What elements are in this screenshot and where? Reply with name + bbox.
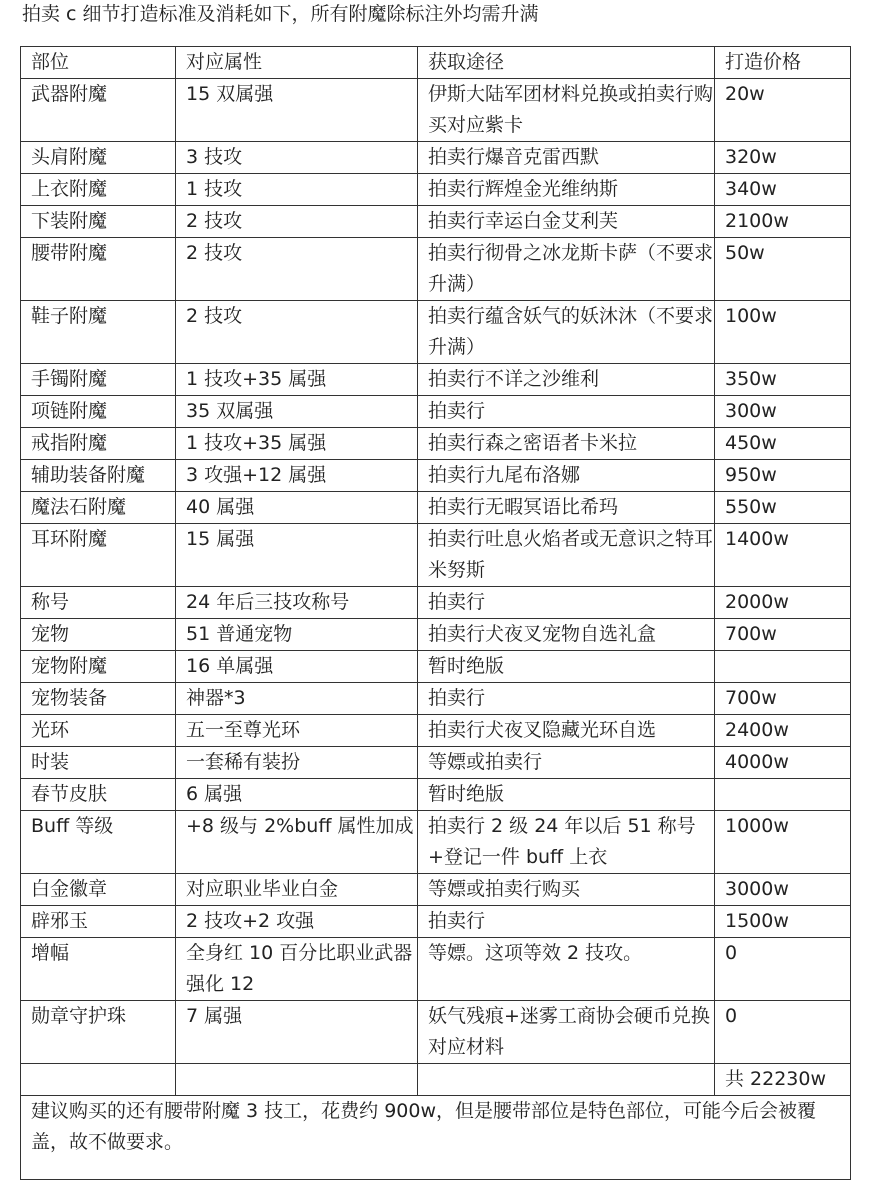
price-cell: 50w xyxy=(715,238,851,301)
price-cell: 700w xyxy=(715,683,851,715)
attribute-cell: 7 属强 xyxy=(176,1001,418,1064)
source-cell: 拍卖行无暇冥语比希玛 xyxy=(418,492,715,524)
attribute-cell: 1 技攻+35 属强 xyxy=(176,364,418,396)
slot-cell: 手镯附魔 xyxy=(21,364,176,396)
slot-cell: 宠物附魔 xyxy=(21,651,176,683)
slot-cell: 宠物 xyxy=(21,619,176,651)
table-row xyxy=(21,396,851,428)
source-cell: 妖气残痕+迷雾工商协会硬币兑换对应材料 xyxy=(418,1001,715,1064)
source-cell: 拍卖行九尾布洛娜 xyxy=(418,460,715,492)
price-cell: 450w xyxy=(715,428,851,460)
slot-cell: 腰带附魔 xyxy=(21,238,176,301)
total-price-cell: 共 22230w xyxy=(715,1064,851,1096)
source-cell: 拍卖行蕴含妖气的妖沐沐（不要求升满） xyxy=(418,301,715,364)
price-cell: 0 xyxy=(715,938,851,1001)
attribute-cell: 2 技攻 xyxy=(176,238,418,301)
price-cell: 2400w xyxy=(715,715,851,747)
slot-cell: 增幅 xyxy=(21,938,176,1001)
attribute-cell: 神器*3 xyxy=(176,683,418,715)
attribute-cell: 24 年后三技攻称号 xyxy=(176,587,418,619)
attribute-cell: 1 技攻+35 属强 xyxy=(176,428,418,460)
price-cell: 2100w xyxy=(715,206,851,238)
empty-cell xyxy=(21,1064,176,1096)
source-cell: 等嫖。这项等效 2 技攻。 xyxy=(418,938,715,1001)
table-row xyxy=(21,938,851,1001)
slot-cell: 头肩附魔 xyxy=(21,142,176,174)
attribute-cell: 15 双属强 xyxy=(176,79,418,142)
table-row xyxy=(21,174,851,206)
note-cell: 建议购买的还有腰带附魔 3 技工，花费约 900w，但是腰带部位是特色部位，可能今后会被覆盖，故不做要求。 xyxy=(21,1096,851,1180)
attribute-cell: 6 属强 xyxy=(176,779,418,811)
empty-cell xyxy=(418,1064,715,1096)
table-row xyxy=(21,301,851,364)
source-cell: 暂时绝版 xyxy=(418,651,715,683)
attribute-cell: 2 技攻 xyxy=(176,206,418,238)
price-cell: 700w xyxy=(715,619,851,651)
slot-cell: 春节皮肤 xyxy=(21,779,176,811)
source-cell: 拍卖行幸运白金艾利芙 xyxy=(418,206,715,238)
source-cell: 拍卖行 xyxy=(418,906,715,938)
attribute-cell: 16 单属强 xyxy=(176,651,418,683)
price-cell: 950w xyxy=(715,460,851,492)
slot-cell: 称号 xyxy=(21,587,176,619)
slot-cell: 上衣附魔 xyxy=(21,174,176,206)
table-row xyxy=(21,651,851,683)
source-cell: 拍卖行彻骨之冰龙斯卡萨（不要求升满） xyxy=(418,238,715,301)
price-cell: 100w xyxy=(715,301,851,364)
forge-table xyxy=(20,46,851,1180)
price-cell: 4000w xyxy=(715,747,851,779)
slot-cell: 魔法石附魔 xyxy=(21,492,176,524)
attribute-cell: 1 技攻 xyxy=(176,174,418,206)
attribute-cell: +8 级与 2%buff 属性加成 xyxy=(176,811,418,874)
column-header-slot: 部位 xyxy=(21,47,176,79)
price-cell: 0 xyxy=(715,1001,851,1064)
total-row xyxy=(21,1064,851,1096)
slot-cell: Buff 等级 xyxy=(21,811,176,874)
table-row xyxy=(21,238,851,301)
slot-cell: 光环 xyxy=(21,715,176,747)
table-row xyxy=(21,587,851,619)
attribute-cell: 35 双属强 xyxy=(176,396,418,428)
slot-cell: 下装附魔 xyxy=(21,206,176,238)
attribute-cell: 2 技攻+2 攻强 xyxy=(176,906,418,938)
table-row xyxy=(21,524,851,587)
slot-cell: 白金徽章 xyxy=(21,874,176,906)
slot-cell: 耳环附魔 xyxy=(21,524,176,587)
table-row xyxy=(21,460,851,492)
table-row xyxy=(21,79,851,142)
price-cell xyxy=(715,779,851,811)
source-cell: 拍卖行 xyxy=(418,683,715,715)
table-row xyxy=(21,142,851,174)
slot-cell: 宠物装备 xyxy=(21,683,176,715)
slot-cell: 武器附魔 xyxy=(21,79,176,142)
column-header-attribute: 对应属性 xyxy=(176,47,418,79)
source-cell: 等嫖或拍卖行 xyxy=(418,747,715,779)
slot-cell: 项链附魔 xyxy=(21,396,176,428)
source-cell: 等嫖或拍卖行购买 xyxy=(418,874,715,906)
price-cell xyxy=(715,651,851,683)
slot-cell: 鞋子附魔 xyxy=(21,301,176,364)
price-cell: 1400w xyxy=(715,524,851,587)
attribute-cell: 对应职业毕业白金 xyxy=(176,874,418,906)
attribute-cell: 15 属强 xyxy=(176,524,418,587)
table-row xyxy=(21,874,851,906)
source-cell: 拍卖行 xyxy=(418,587,715,619)
table-row xyxy=(21,683,851,715)
slot-cell: 时装 xyxy=(21,747,176,779)
attribute-cell: 全身红 10 百分比职业武器强化 12 xyxy=(176,938,418,1001)
price-cell: 20w xyxy=(715,79,851,142)
table-row xyxy=(21,779,851,811)
empty-cell xyxy=(176,1064,418,1096)
price-cell: 350w xyxy=(715,364,851,396)
price-cell: 2000w xyxy=(715,587,851,619)
table-row xyxy=(21,715,851,747)
source-cell: 拍卖行 2 级 24 年以后 51 称号+登记一件 buff 上衣 xyxy=(418,811,715,874)
attribute-cell: 51 普通宠物 xyxy=(176,619,418,651)
price-cell: 320w xyxy=(715,142,851,174)
price-cell: 300w xyxy=(715,396,851,428)
table-row xyxy=(21,619,851,651)
source-cell: 拍卖行犬夜叉宠物自选礼盒 xyxy=(418,619,715,651)
attribute-cell: 一套稀有装扮 xyxy=(176,747,418,779)
price-cell: 1500w xyxy=(715,906,851,938)
price-cell: 340w xyxy=(715,174,851,206)
source-cell: 拍卖行 xyxy=(418,396,715,428)
table-row xyxy=(21,747,851,779)
table-row xyxy=(21,811,851,874)
source-cell: 拍卖行吐息火焰者或无意识之特耳米努斯 xyxy=(418,524,715,587)
source-cell: 暂时绝版 xyxy=(418,779,715,811)
attribute-cell: 2 技攻 xyxy=(176,301,418,364)
note-row xyxy=(21,1096,851,1180)
source-cell: 拍卖行爆音克雷西默 xyxy=(418,142,715,174)
attribute-cell: 40 属强 xyxy=(176,492,418,524)
price-cell: 1000w xyxy=(715,811,851,874)
slot-cell: 辟邪玉 xyxy=(21,906,176,938)
table-row xyxy=(21,906,851,938)
column-header-price: 打造价格 xyxy=(715,47,851,79)
table-row xyxy=(21,206,851,238)
source-cell: 拍卖行森之密语者卡米拉 xyxy=(418,428,715,460)
price-cell: 550w xyxy=(715,492,851,524)
attribute-cell: 3 攻强+12 属强 xyxy=(176,460,418,492)
column-header-source: 获取途径 xyxy=(418,47,715,79)
table-header-row xyxy=(21,47,851,79)
slot-cell: 辅助装备附魔 xyxy=(21,460,176,492)
source-cell: 伊斯大陆军团材料兑换或拍卖行购买对应紫卡 xyxy=(418,79,715,142)
source-cell: 拍卖行辉煌金光维纳斯 xyxy=(418,174,715,206)
slot-cell: 勋章守护珠 xyxy=(21,1001,176,1064)
table-row xyxy=(21,364,851,396)
table-row xyxy=(21,492,851,524)
table-row xyxy=(21,1001,851,1064)
page-title: 拍卖 c 细节打造标准及消耗如下，所有附魔除标注外均需升满 xyxy=(22,3,539,25)
price-cell: 3000w xyxy=(715,874,851,906)
table-row xyxy=(21,428,851,460)
attribute-cell: 五一至尊光环 xyxy=(176,715,418,747)
slot-cell: 戒指附魔 xyxy=(21,428,176,460)
source-cell: 拍卖行犬夜叉隐藏光环自选 xyxy=(418,715,715,747)
source-cell: 拍卖行不详之沙维利 xyxy=(418,364,715,396)
attribute-cell: 3 技攻 xyxy=(176,142,418,174)
